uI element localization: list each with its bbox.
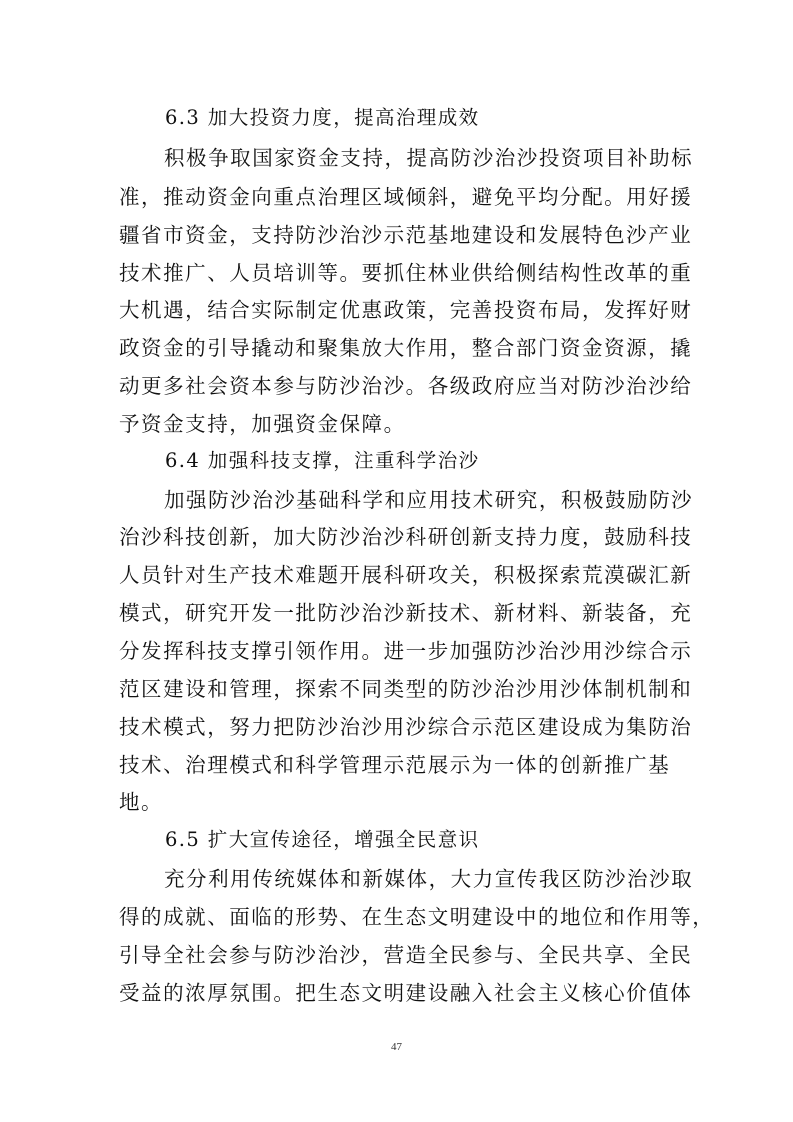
section-heading-6-5: 6.5 扩大宣传途径，增强全民意识 xyxy=(165,828,480,851)
paragraph-line: 技术、治理模式和科学管理示范展示为一体的创新推广基 xyxy=(119,753,671,777)
paragraph-line: 准，推动资金向重点治理区域倾斜，避免平均分配。用好援 xyxy=(119,185,693,209)
section-heading-6-4: 6.4 加强科技支撑，注重科学治沙 xyxy=(165,449,480,472)
section-heading-6-3: 6.3 加大投资力度，提高治理成效 xyxy=(165,106,480,129)
page-number: 47 xyxy=(391,1041,402,1053)
paragraph-line: 分发挥科技支撑引领作用。进一步加强防沙治沙用沙综合示 xyxy=(119,639,693,663)
paragraph-line: 动更多社会资本参与防沙治沙。各级政府应当对防沙治沙给 xyxy=(119,374,693,398)
paragraph-line: 范区建设和管理，探索不同类型的防沙治沙用沙体制机制和 xyxy=(119,677,693,701)
paragraph-line: 积极争取国家资金支持，提高防沙治沙投资项目补助标 xyxy=(164,146,694,170)
paragraph-line: 大机遇，结合实际制定优惠政策，完善投资布局，发挥好财 xyxy=(119,298,693,322)
paragraph-line: 加强防沙治沙基础科学和应用技术研究，积极鼓励防沙 xyxy=(164,488,694,512)
paragraph-line: 人员针对生产技术难题开展科研攻关，积极探索荒漠碳汇新 xyxy=(119,563,693,587)
paragraph-line: 疆省市资金，支持防沙治沙示范基地建设和发展特色沙产业 xyxy=(119,223,693,247)
paragraph-line: 得的成就、面临的形势、在生态文明建设中的地位和作用等， xyxy=(119,905,715,929)
paragraph-line: 充分利用传统媒体和新媒体，大力宣传我区防沙治沙取 xyxy=(164,867,694,891)
paragraph-line: 模式，研究开发一批防沙治沙新技术、新材料、新装备，充 xyxy=(119,601,693,625)
paragraph-line: 技术模式，努力把防沙治沙用沙综合示范区建设成为集防治 xyxy=(119,715,693,739)
paragraph-line: 予资金支持，加强资金保障。 xyxy=(119,412,406,436)
paragraph-line: 政资金的引导撬动和聚集放大作用，整合部门资金资源，撬 xyxy=(119,336,693,360)
paragraph-line: 受益的浓厚氛围。把生态文明建设融入社会主义核心价值体 xyxy=(119,981,693,1005)
paragraph-line: 地。 xyxy=(119,790,164,814)
paragraph-line: 技术推广、人员培训等。要抓住林业供给侧结构性改革的重 xyxy=(119,261,693,285)
paragraph-line: 治沙科技创新，加大防沙治沙科研创新支持力度，鼓励科技 xyxy=(119,525,693,549)
paragraph-line: 引导全社会参与防沙治沙，营造全民参与、全民共享、全民 xyxy=(119,943,693,967)
